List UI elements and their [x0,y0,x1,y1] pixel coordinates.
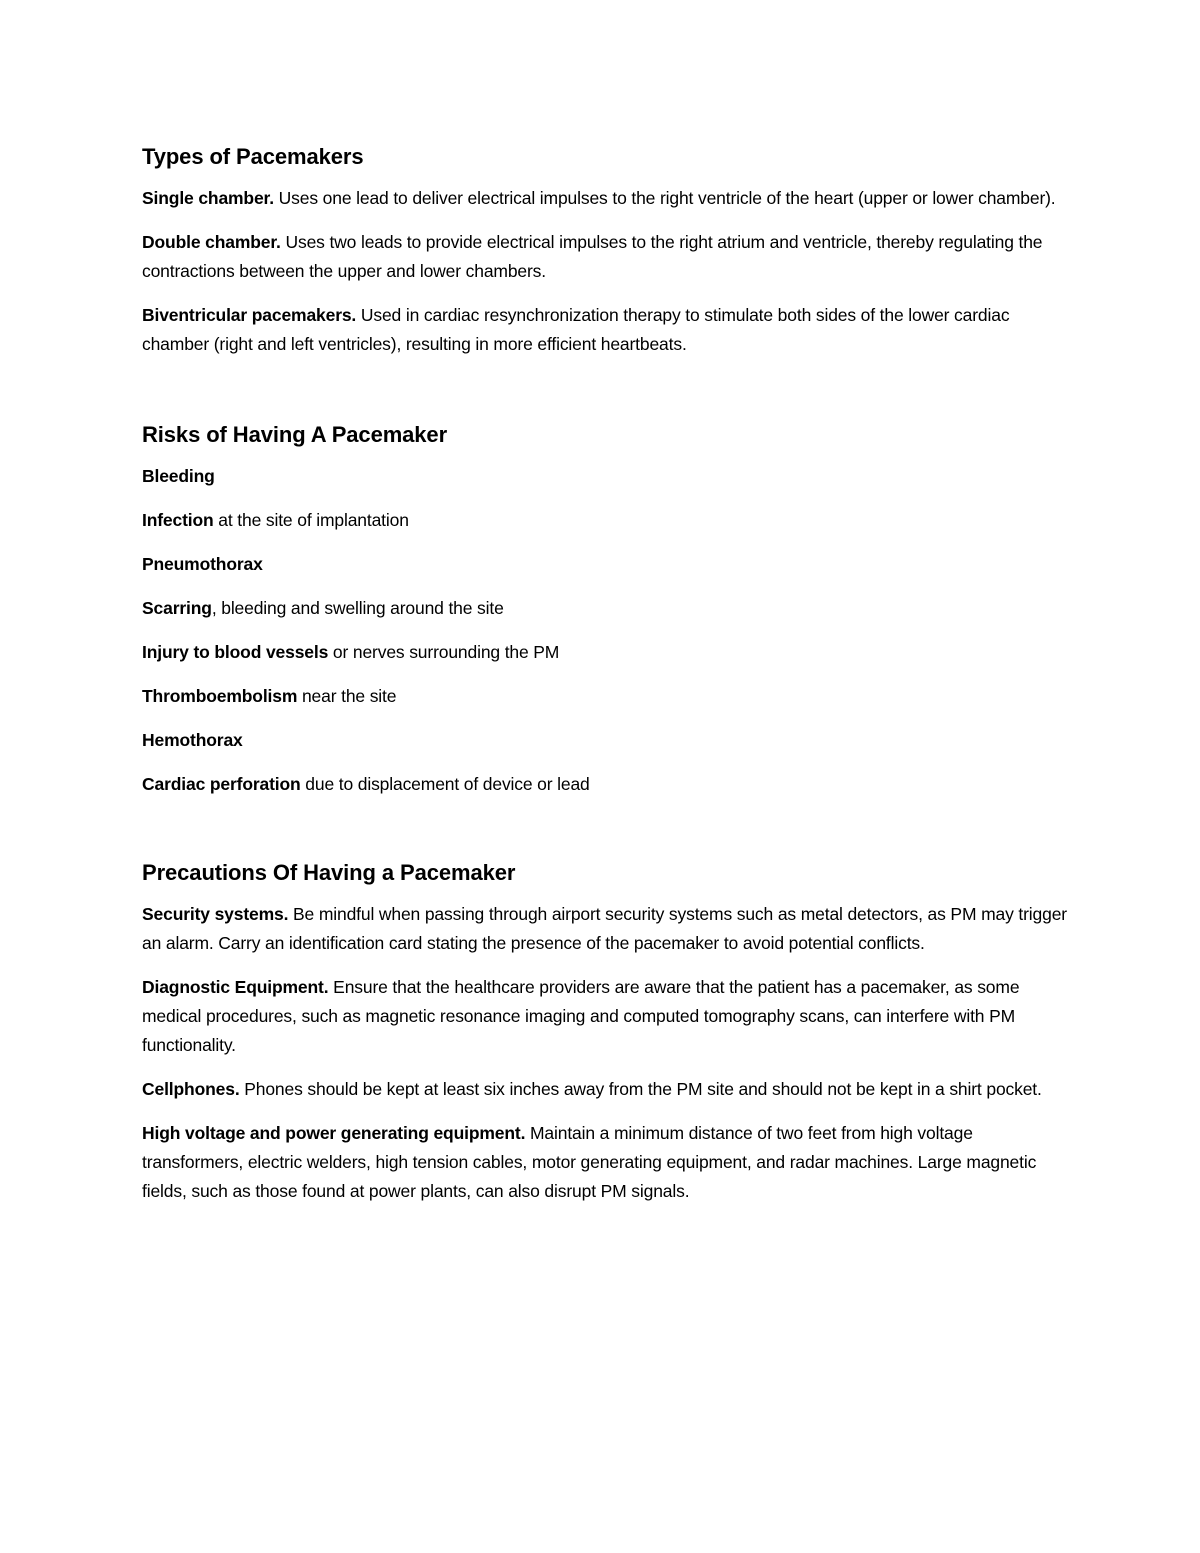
item-term: Double chamber. [142,232,281,252]
item-term: Bleeding [142,466,215,486]
item-term: Biventricular pacemakers. [142,305,357,325]
list-item [142,594,1072,623]
item-text: Maintain a minimum distance of two feet from high voltage transformers, electric welders, high tension cables, motor generating equipment, and radar machines. Large magnetic fields, such as those found at power plants, can also disrupt PM signals. [142,1123,1037,1201]
list-item [142,726,1072,755]
list-item [142,770,1072,799]
list-item [142,184,1072,213]
item-term: Cellphones. [142,1079,240,1099]
item-text: near the site [297,686,397,706]
list-item [142,301,1072,359]
item-text: at the site of implantation [213,510,409,530]
item-term: Single chamber. [142,188,274,208]
item-term: Scarring [142,598,212,618]
item-term: Cardiac perforation [142,774,301,794]
item-term: Hemothorax [142,730,243,750]
section-title: Types of Pacemakers [142,144,364,169]
item-text: due to displacement of device or lead [300,774,590,794]
section-precautions [142,856,1072,1206]
section-types-of-pacemakers [142,140,1072,359]
list-item [142,506,1072,535]
item-text: Be mindful when passing through airport security systems such as metal detectors, as PM may trigger an alarm. Carry an identification card stating the presence of the pacemaker to avoid potential conflicts. [142,904,1067,953]
section-title: Precautions Of Having a Pacemaker [142,860,516,885]
item-text: or nerves surrounding the PM [328,642,560,662]
list-item [142,900,1072,958]
list-item [142,462,1072,491]
item-term: Security systems. [142,904,289,924]
item-term: Infection [142,510,214,530]
section-title: Risks of Having A Pacemaker [142,422,448,447]
item-term: Injury to blood vessels [142,642,329,662]
document-page [142,140,1072,1221]
item-text: , bleeding and swelling around the site [211,598,504,618]
item-term: Pneumothorax [142,554,263,574]
list-item [142,1075,1072,1104]
item-term: High voltage and power generating equipment. [142,1123,526,1143]
section-spacer [142,814,1072,856]
item-text: Ensure that the healthcare providers are aware that the patient has a pacemaker, as some medical procedures, such as magnetic resonance imaging and computed tomography scans, can interfere with PM functionality. [142,977,1020,1055]
item-term: Thromboembolism [142,686,298,706]
section-risks [142,418,1072,799]
section-spacer [142,374,1072,418]
list-item [142,228,1072,286]
item-text: Phones should be kept at least six inches away from the PM site and should not be kept in a shirt pocket. [239,1079,1042,1099]
list-item [142,550,1072,579]
list-item [142,973,1072,1060]
item-term: Diagnostic Equipment. [142,977,329,997]
list-item [142,682,1072,711]
item-text: Uses two leads to provide electrical impulses to the right atrium and ventricle, thereby regulating the contractions between the upper and lower chambers. [142,232,1043,281]
list-item [142,638,1072,667]
list-item [142,1119,1072,1206]
item-text: Uses one lead to deliver electrical impulses to the right ventricle of the heart (upper or lower chamber). [273,188,1056,208]
item-text: Used in cardiac resynchronization therapy to stimulate both sides of the lower cardiac chamber (right and left ventricles), resulting in more efficient heartbeats. [142,305,1010,354]
